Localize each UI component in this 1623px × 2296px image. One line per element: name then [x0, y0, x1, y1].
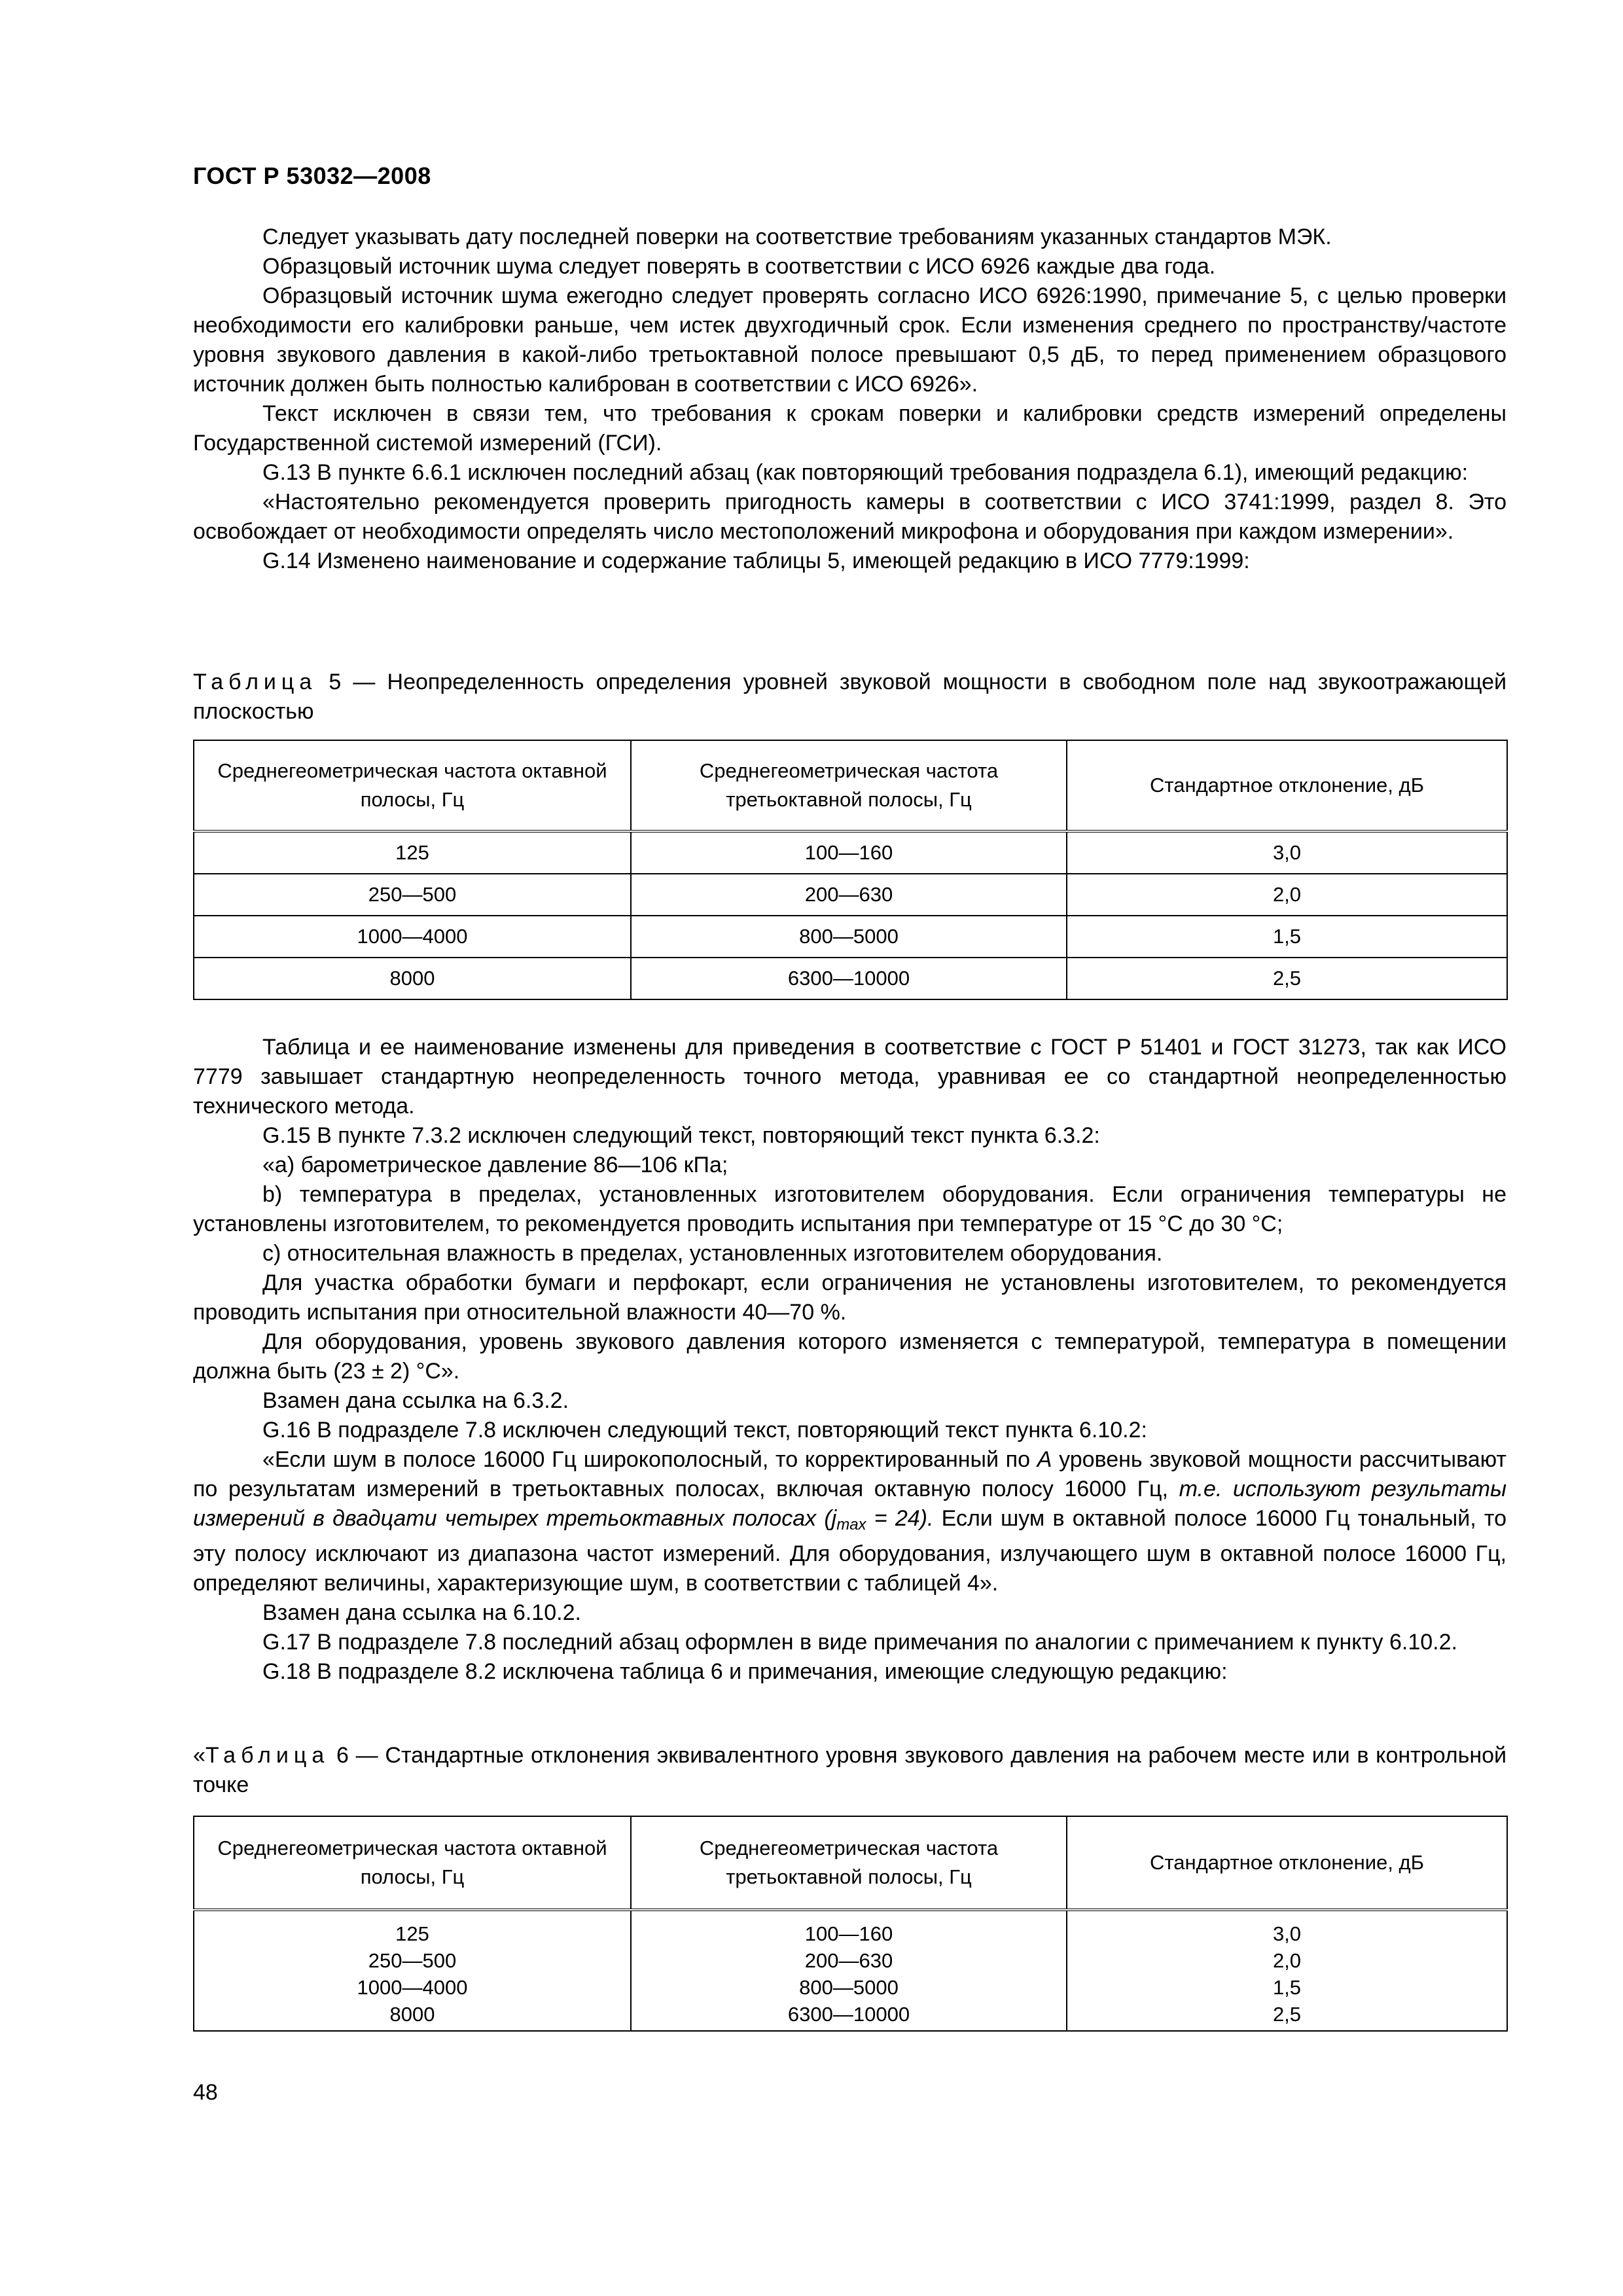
table6-caption — [193, 1741, 1507, 1800]
table-cell: 100—160 — [804, 1922, 893, 1945]
table-cell: 200—630 — [631, 874, 1067, 916]
table-5 — [193, 740, 1508, 1000]
paragraph: Таблица и ее наименование изменены для приведения в соответствие с ГОСТ Р 51401 и ГОСТ 31273, так как ИСО 7779 завышает стандартную неопределенность точного метода, уравнивая ее со стандартной неопределенностью технического метода. — [193, 1035, 1507, 1119]
table-cell: 6300—10000 — [787, 2003, 910, 2026]
table-cell: 1000—4000 — [194, 916, 631, 958]
table-row — [194, 874, 1507, 916]
table5-header-octave: Среднегеометрическая частота октавной полосы, Гц — [194, 740, 631, 831]
paragraph-g16: G.16 В подразделе 7.8 исключен следующий текст, повторяющий текст пункта 6.10.2: — [262, 1418, 1147, 1443]
paragraph: Текст исключен в связи тем, что требования к срокам поверки и калибровки средств измерений определены Государственной системой измерений (ГСИ). — [193, 401, 1507, 456]
table-cell: 2,5 — [1067, 958, 1507, 999]
table-cell: 3,0 — [1067, 831, 1507, 874]
table6-col-deviation — [1067, 1910, 1507, 2031]
italic-run: т.е. используют результаты измерений в двадцати четырех третьоктавных полосах (j — [193, 1477, 1507, 1531]
page-number: 48 — [193, 2080, 218, 2105]
text-block-2 — [193, 1033, 1507, 1687]
paragraph: Взамен дана ссылка на 6.3.2. — [262, 1388, 569, 1413]
paragraph: Для оборудования, уровень звукового давления которого изменяется с температурой, температура в помещении должна быть (23 ± 2) °С». — [193, 1329, 1507, 1384]
paragraph-quote: «Настоятельно рекомендуется проверить пригодность камеры в соответствии с ИСО 3741:1999, раздел 8. Это освобождает от необходимости определять число местоположений микрофона и оборудования при каждом измерении». — [193, 490, 1507, 544]
text-run: Если шум в октавной полосе 16000 Гц тональный, то эту полосу исключают из диапазона частот измерений. Для оборудования, излучающего шум в октавной полосе 16000 Гц, определяют величины, характеризующие шум, в соответствии с таблицей 4». — [193, 1506, 1507, 1596]
table-header-row — [194, 740, 1507, 831]
table-cell: 2,0 — [1272, 1949, 1302, 1972]
table6-header-deviation: Стандартное отклонение, дБ — [1067, 1816, 1507, 1910]
table-cell: 125 — [395, 1922, 429, 1945]
table-cell: 800—5000 — [631, 916, 1067, 958]
table-cell: 2,0 — [1067, 874, 1507, 916]
table-cell: 200—630 — [804, 1949, 893, 1972]
table5-header-third-octave: Среднегеометрическая частота третьоктавной полосы, Гц — [631, 740, 1067, 831]
table-cell: 8000 — [194, 958, 631, 999]
text-block-1 — [193, 223, 1507, 576]
table-cell: 1000—4000 — [357, 1976, 468, 1999]
table5-header-deviation: Стандартное отклонение, дБ — [1067, 740, 1507, 831]
paragraph: Образцовый источник шума следует поверять в соответствии с ИСО 6926 каждые два года. — [262, 254, 1216, 279]
paragraph-item-c: с) относительная влажность в пределах, установленных изготовителем оборудования. — [262, 1241, 1163, 1266]
table-cell: 125 — [194, 831, 631, 874]
paragraph: Образцовый источник шума ежегодно следует проверять согласно ИСО 6926:1990, примечание 5, с целью проверки необходимости его калибровки раньше, чем истек двухгодичный срок. Если изменения среднего по пространству/частоте уровня звукового давления в какой-либо третьоктавной полосе превышают 0,5 дБ, то перед применением образцового источник должен быть полностью калиброван в соответствии с ИСО 6926». — [193, 283, 1507, 397]
table6-col-octave — [194, 1910, 631, 2031]
table-row — [194, 916, 1507, 958]
paragraph-quote-16000 — [193, 1445, 1507, 1598]
table-header-row — [194, 1816, 1507, 1910]
paragraph: Следует указывать дату последней поверки на соответствие требованиям указанных стандартов МЭК. — [262, 224, 1332, 249]
paragraph-g15: G.15 В пункте 7.3.2 исключен следующий текст, повторяющий текст пункта 6.3.2: — [262, 1123, 1100, 1148]
paragraph-item-a: «а) барометрическое давление 86—106 кПа; — [262, 1153, 728, 1177]
paragraph-g18: G.18 В подразделе 8.2 исключена таблица 6 и примечания, имеющие следующую редакцию: — [262, 1659, 1228, 1684]
table6-caption-word: Таблица — [205, 1743, 330, 1768]
table-cell: 6300—10000 — [631, 958, 1067, 999]
table-row — [194, 831, 1507, 874]
text-run: уровень звуковой мощности рассчитывают по результатам измерений в третьоктавных полосах, включая октавную полосу 16000 Гц, — [193, 1447, 1507, 1501]
table-cell: 2,5 — [1272, 2003, 1302, 2026]
subscript-max: max — [836, 1516, 866, 1534]
paragraph-g14: G.14 Изменено наименование и содержание таблицы 5, имеющей редакцию в ИСО 7779:1999: — [262, 548, 1250, 573]
paragraph-g13: G.13 В пункте 6.6.1 исключен последний абзац (как повторяющий требования подраздела 6.1), имеющий редакцию: — [262, 460, 1469, 485]
paragraph: Для участка обработки бумаги и перфокарт, если ограничения не установлены изготовителем, то рекомендуется проводить испытания при относительной влажности 40—70 %. — [193, 1270, 1507, 1325]
table-6 — [193, 1816, 1508, 2032]
table-cell: 3,0 — [1272, 1922, 1302, 1945]
table5-caption — [193, 668, 1507, 726]
table-cell: 1,5 — [1272, 1976, 1302, 1999]
italic-A: А — [1037, 1447, 1052, 1472]
table6-header-octave: Среднегеометрическая частота октавной полосы, Гц — [194, 1816, 631, 1910]
table6-col-third-octave — [631, 1910, 1067, 2031]
table6-caption-text: 6 — Стандартные отклонения эквивалентного уровня звукового давления на рабочем месте или в контрольной точке — [193, 1743, 1507, 1797]
italic-run: = 24). — [866, 1506, 934, 1531]
table-cell: 100—160 — [631, 831, 1067, 874]
table-cell: 250—500 — [368, 1949, 457, 1972]
table-cell: 250—500 — [194, 874, 631, 916]
text-run: «Если шум в полосе 16000 Гц широкополосный, то корректированный по — [262, 1447, 1037, 1472]
paragraph-g17: G.17 В подразделе 7.8 последний абзац оформлен в виде примечания по аналогии с примечанием к пункту 6.10.2. — [262, 1630, 1457, 1655]
table6-caption-quote: « — [193, 1743, 205, 1768]
table5-caption-word: Таблица — [193, 670, 317, 694]
table-cell: 800—5000 — [799, 1976, 899, 1999]
table6-header-third-octave: Среднегеометрическая частота третьоктавной полосы, Гц — [631, 1816, 1067, 1910]
paragraph-item-b: b) температура в пределах, установленных изготовителем оборудования. Если ограничения температуры не установлены изготовителем, то рекомендуется проводить испытания при температуре от 15 °С до 30 °С; — [193, 1182, 1507, 1236]
table-cell: 8000 — [389, 2003, 435, 2026]
table-row — [194, 1910, 1507, 2031]
table-cell: 1,5 — [1067, 916, 1507, 958]
document-header: ГОСТ Р 53032—2008 — [193, 162, 431, 189]
table5-caption-text: 5 — Неопределенность определения уровней звуковой мощности в свободном поле над звукоотражающей плоскостью — [193, 670, 1507, 724]
table-row — [194, 958, 1507, 999]
paragraph: Взамен дана ссылка на 6.10.2. — [262, 1600, 581, 1625]
